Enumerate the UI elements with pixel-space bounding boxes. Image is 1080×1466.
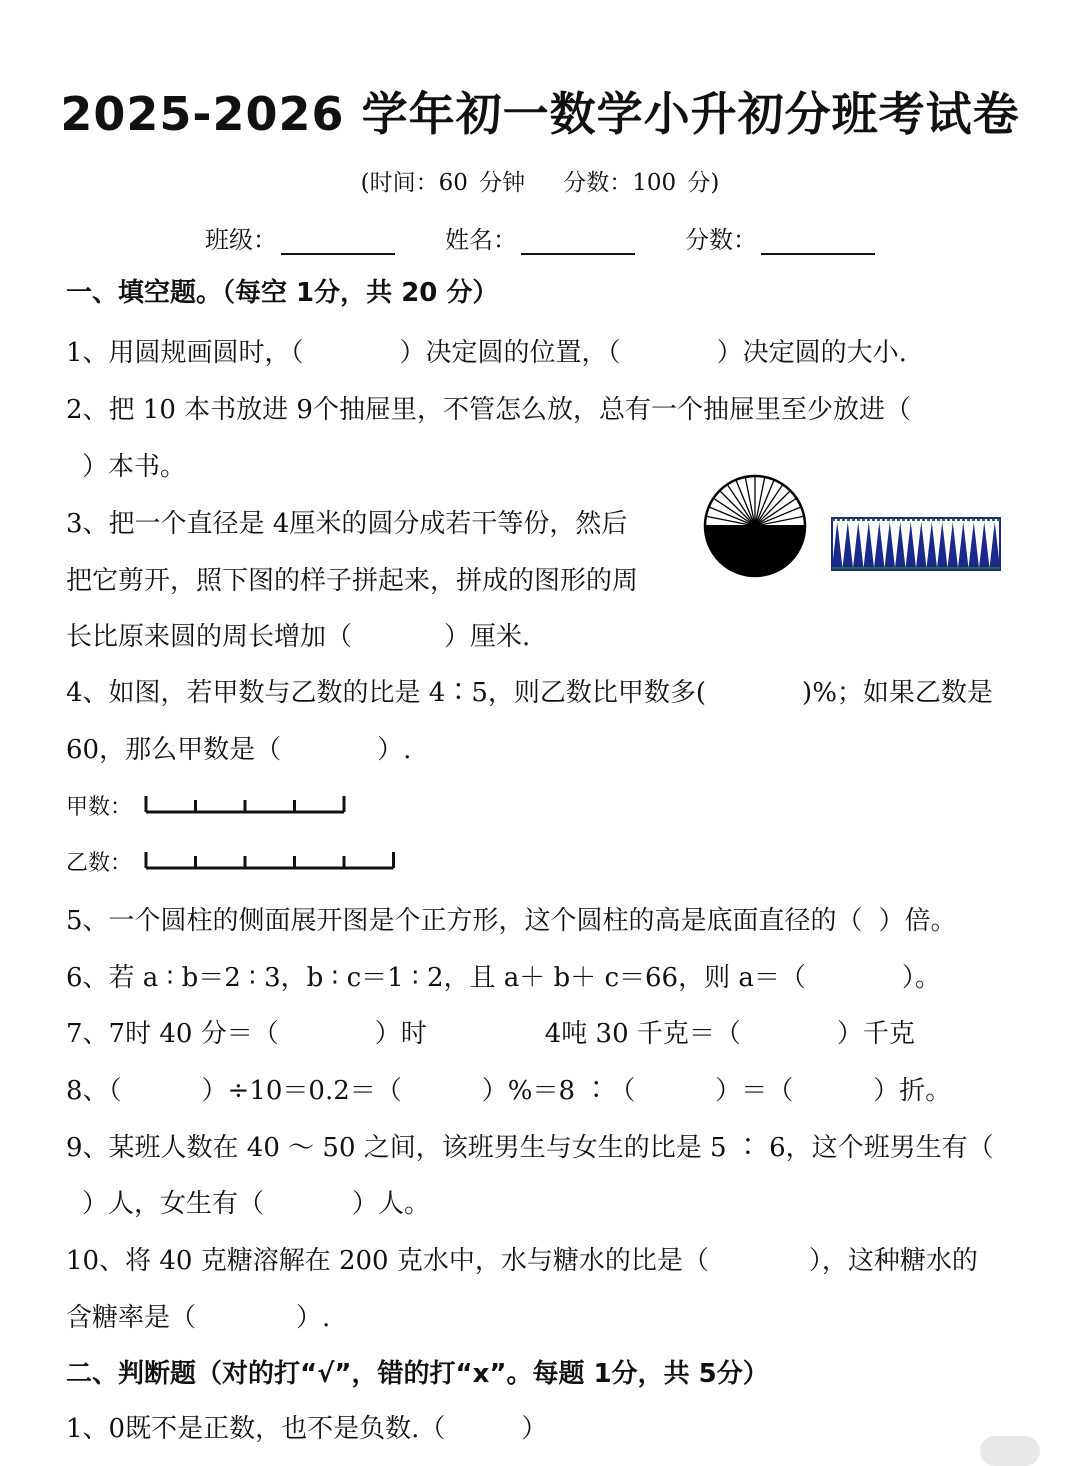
question-7: 7、7时 40 分＝（ ）时 4吨 30 千克＝（ ）千克: [66, 1019, 915, 1049]
question-2-line-2: ）本书。: [82, 452, 187, 482]
section-2-heading: 二、判断题（对的打“√”，错的打“x”。每题 1分，共 5分）: [66, 1359, 769, 1389]
class-field: [205, 220, 395, 255]
question-3-line-3: 长比原来圆的周长增加（ ）厘米.: [66, 622, 531, 652]
question-10-line-1: 10、将 40 克糖溶解在 200 克水中，水与糖水的比是（ ），这种糖水的: [66, 1246, 978, 1276]
question-9-line-1: 9、某班人数在 40 ～ 50 之间，该班男生与女生的比是 5 ∶ 6，这个班男生有（: [66, 1133, 994, 1163]
question-3-line-2: 把它剪开，照下图的样子拼起来，拼成的图形的周: [66, 566, 639, 596]
question-9-line-2: ）人，女生有（ ）人。: [82, 1189, 431, 1219]
question-3-line-1: 3、把一个直径是 4厘米的圆分成若干等份，然后: [66, 509, 628, 539]
question-1: 1、用圆规画圆时，（ ）决定圆的位置，（ ）决定圆的大小.: [66, 338, 907, 368]
yi-segment-diagram: [142, 846, 412, 874]
question-10-line-2: 含糖率是（ ）.: [66, 1303, 331, 1333]
jia-label: 甲数：: [66, 795, 133, 820]
yi-label: 乙数：: [66, 851, 133, 876]
question-5: 5、一个圆柱的侧面展开图是个正方形，这个圆柱的高是底面直径的（ ）倍。: [66, 906, 957, 936]
page-title: 2025-2026 学年初一数学小升初分班考试卷: [60, 87, 1020, 141]
score-blank[interactable]: [761, 227, 875, 255]
circle-sectors-figure: [700, 474, 810, 582]
scroll-badge[interactable]: [980, 1436, 1040, 1466]
total-score: 分数：100 分): [563, 170, 720, 196]
exam-subtitle: [0, 164, 1080, 197]
question-4-line-2: 60，那么甲数是（ ）.: [66, 735, 412, 765]
rearranged-strip-figure: [830, 512, 1002, 572]
judge-question-1: 1、0既不是正数，也不是负数.（ ）: [66, 1414, 548, 1444]
time-limit: (时间：60 分钟: [360, 170, 526, 196]
name-label: 姓名：: [445, 226, 517, 254]
question-4-line-1: 4、如图，若甲数与乙数的比是 4∶5，则乙数比甲数多( )%；如果乙数是: [66, 678, 993, 708]
name-blank[interactable]: [521, 227, 635, 255]
student-info-row: [0, 220, 1080, 255]
class-label: 班级：: [205, 226, 277, 254]
score-field: [685, 220, 875, 255]
section-1-heading: 一、填空题。（每空 1分，共 20 分）: [66, 278, 499, 308]
question-8: 8、（ ）÷10＝0.2＝（ ）%＝8 ∶（ ）＝（ ）折。: [66, 1076, 952, 1106]
jia-segment-diagram: [142, 790, 362, 818]
score-label: 分数：: [685, 226, 757, 254]
class-blank[interactable]: [281, 227, 395, 255]
question-6: 6、若 a ∶ b＝2 ∶ 3，b ∶ c＝1 ∶ 2，且 a＋ b＋ c＝66，则 a＝（ ）。: [66, 963, 941, 993]
question-2-line-1: 2、把 10 本书放进 9个抽屉里，不管怎么放，总有一个抽屉里至少放进（: [66, 395, 911, 425]
name-field: [445, 220, 635, 255]
